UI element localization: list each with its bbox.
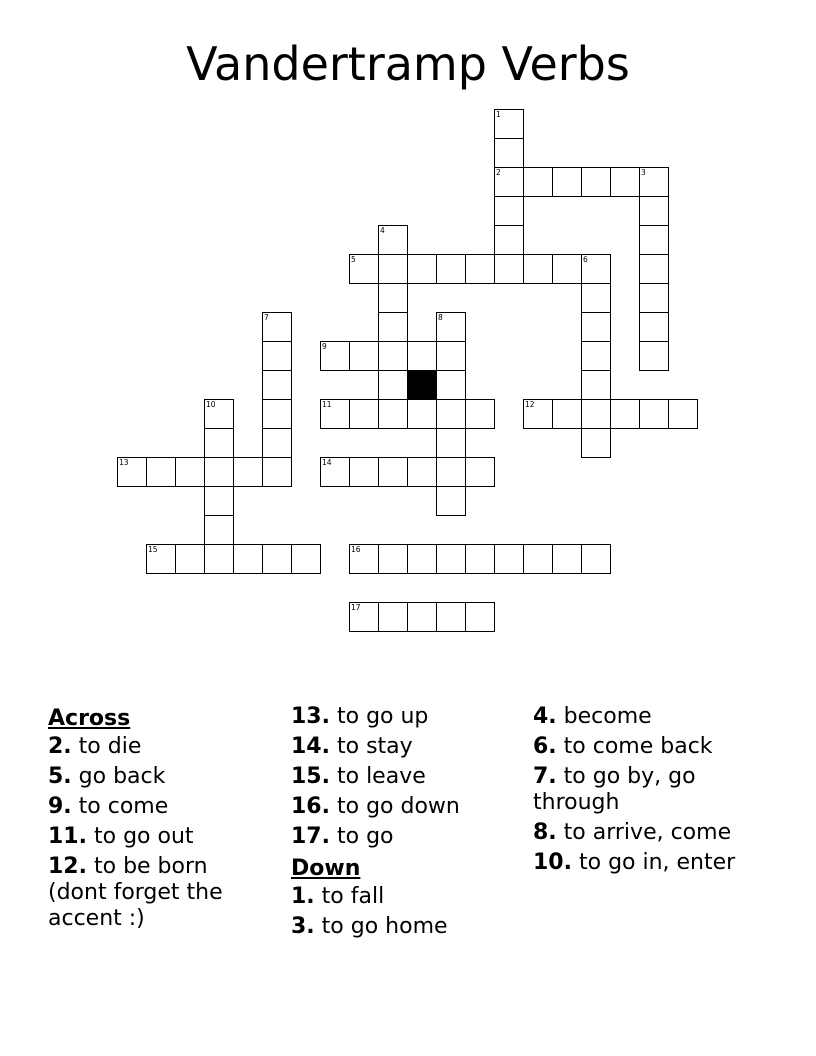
grid-cell[interactable] (117, 457, 147, 487)
grid-cell[interactable] (610, 399, 640, 429)
grid-cell[interactable] (349, 341, 379, 371)
down-heading: Down (291, 856, 361, 881)
grid-cell[interactable] (175, 457, 205, 487)
grid-cell[interactable] (407, 399, 437, 429)
grid-cell[interactable] (523, 544, 553, 574)
grid-cell[interactable] (291, 544, 321, 574)
grid-cell[interactable] (494, 109, 524, 139)
grid-cell[interactable] (204, 428, 234, 458)
grid-cell[interactable] (349, 602, 379, 632)
grid-cell[interactable] (494, 225, 524, 255)
grid-cell[interactable] (378, 225, 408, 255)
grid-cell[interactable] (436, 486, 466, 516)
grid-cell[interactable] (378, 254, 408, 284)
grid-cell[interactable] (639, 341, 669, 371)
grid-cell[interactable] (262, 544, 292, 574)
grid-cell[interactable] (465, 602, 495, 632)
grid-cell-number: 3 (641, 168, 646, 177)
grid-cell[interactable] (262, 312, 292, 342)
grid-cell[interactable] (378, 341, 408, 371)
grid-cell[interactable] (320, 341, 350, 371)
grid-cell[interactable] (204, 515, 234, 545)
grid-cell[interactable] (204, 399, 234, 429)
grid-cell[interactable] (639, 225, 669, 255)
clue-down-10: 10. to go in, enter (533, 850, 736, 875)
grid-cell[interactable] (262, 370, 292, 400)
grid-cell[interactable] (436, 544, 466, 574)
grid-cell[interactable] (465, 254, 495, 284)
grid-cell[interactable] (378, 312, 408, 342)
grid-cell-number: 10 (206, 400, 216, 409)
grid-cell[interactable] (639, 254, 669, 284)
clue-across-5: 5. go back (48, 764, 166, 789)
grid-cell-number: 12 (525, 400, 535, 409)
grid-cell-number: 4 (380, 226, 385, 235)
grid-cell[interactable] (436, 312, 466, 342)
grid-cell[interactable] (262, 428, 292, 458)
grid-cell[interactable] (378, 283, 408, 313)
clue-down-4: 4. become (533, 704, 652, 729)
grid-cell[interactable] (407, 602, 437, 632)
clue-across-16: 16. to go down (291, 794, 460, 819)
grid-cell[interactable] (552, 399, 582, 429)
grid-cell[interactable] (407, 254, 437, 284)
grid-cell-number: 16 (351, 545, 361, 554)
grid-block-cell (407, 370, 437, 400)
clue-across-9: 9. to come (48, 794, 169, 819)
grid-cell[interactable] (639, 167, 669, 197)
grid-cell[interactable] (581, 544, 611, 574)
grid-cell[interactable] (378, 370, 408, 400)
grid-cell[interactable] (552, 254, 582, 284)
grid-cell-number: 7 (264, 313, 269, 322)
clue-down-7: 7. to go by, go through (533, 764, 696, 815)
clue-down-8: 8. to arrive, come (533, 820, 732, 845)
grid-cell[interactable] (581, 254, 611, 284)
clue-across-15: 15. to leave (291, 764, 426, 789)
grid-cell[interactable] (320, 457, 350, 487)
grid-cell-number: 14 (322, 458, 332, 467)
grid-cell[interactable] (494, 544, 524, 574)
clues-column-1 (48, 704, 270, 936)
grid-cell[interactable] (639, 283, 669, 313)
grid-cell[interactable] (146, 457, 176, 487)
grid-cell-number: 11 (322, 400, 332, 409)
grid-cell[interactable] (349, 254, 379, 284)
grid-cell[interactable] (349, 399, 379, 429)
grid-cell-number: 6 (583, 255, 588, 264)
grid-cell[interactable] (494, 138, 524, 168)
clue-across-14: 14. to stay (291, 734, 413, 759)
grid-cell[interactable] (639, 312, 669, 342)
grid-cell[interactable] (465, 457, 495, 487)
grid-cell[interactable] (552, 544, 582, 574)
grid-cell[interactable] (349, 457, 379, 487)
grid-cell[interactable] (581, 428, 611, 458)
grid-cell[interactable] (639, 399, 669, 429)
clue-across-11: 11. to go out (48, 824, 194, 849)
grid-cell[interactable] (407, 457, 437, 487)
grid-cell[interactable] (610, 167, 640, 197)
grid-cell[interactable] (378, 399, 408, 429)
grid-cell[interactable] (581, 283, 611, 313)
grid-cell-number: 5 (351, 255, 356, 264)
grid-cell-number: 1 (496, 110, 501, 119)
clue-across-2: 2. to die (48, 734, 142, 759)
grid-cell[interactable] (262, 341, 292, 371)
grid-cell[interactable] (407, 341, 437, 371)
grid-cell[interactable] (523, 399, 553, 429)
grid-cell[interactable] (465, 399, 495, 429)
grid-cell[interactable] (378, 457, 408, 487)
grid-cell[interactable] (581, 167, 611, 197)
grid-cell[interactable] (494, 254, 524, 284)
clues-column-3 (533, 704, 755, 880)
grid-cell[interactable] (639, 196, 669, 226)
grid-cell[interactable] (349, 544, 379, 574)
grid-cell[interactable] (668, 399, 698, 429)
grid-cell[interactable] (436, 428, 466, 458)
grid-cell-number: 9 (322, 342, 327, 351)
grid-cell[interactable] (436, 457, 466, 487)
grid-cell[interactable] (407, 544, 437, 574)
grid-cell[interactable] (494, 196, 524, 226)
across-heading: Across (48, 706, 131, 731)
grid-cell[interactable] (320, 399, 350, 429)
grid-cell[interactable] (581, 312, 611, 342)
grid-cell-number: 8 (438, 313, 443, 322)
clue-down-1: 1. to fall (291, 884, 385, 909)
grid-cell[interactable] (233, 457, 263, 487)
grid-cell[interactable] (204, 544, 234, 574)
clues-column-2 (291, 704, 513, 944)
grid-cell[interactable] (262, 457, 292, 487)
grid-cell[interactable] (233, 544, 263, 574)
grid-cell[interactable] (436, 602, 466, 632)
grid-cell[interactable] (465, 544, 495, 574)
grid-cell[interactable] (204, 486, 234, 516)
grid-cell[interactable] (436, 399, 466, 429)
grid-cell-number: 2 (496, 168, 501, 177)
grid-cell[interactable] (378, 544, 408, 574)
clue-across-17: 17. to go (291, 824, 394, 849)
clue-down-6: 6. to come back (533, 734, 713, 759)
grid-cell[interactable] (581, 399, 611, 429)
grid-cell[interactable] (523, 254, 553, 284)
grid-cell-number: 17 (351, 603, 361, 612)
clue-down-3: 3. to go home (291, 914, 448, 939)
clue-across-13: 13. to go up (291, 704, 429, 729)
clue-across-12: 12. to be born (dont forget the accent :) (48, 854, 223, 931)
page-title: Vandertramp Verbs (186, 37, 630, 91)
grid-cell[interactable] (146, 544, 176, 574)
grid-cell[interactable] (552, 167, 582, 197)
grid-cell[interactable] (436, 341, 466, 371)
grid-cell[interactable] (494, 167, 524, 197)
grid-cell[interactable] (204, 457, 234, 487)
grid-cell-number: 13 (119, 458, 129, 467)
grid-cell[interactable] (523, 167, 553, 197)
grid-cell[interactable] (262, 399, 292, 429)
grid-cell[interactable] (436, 254, 466, 284)
grid-cell[interactable] (581, 370, 611, 400)
grid-cell[interactable] (175, 544, 205, 574)
grid-cell[interactable] (378, 602, 408, 632)
grid-cell-number: 15 (148, 545, 158, 554)
grid-cell[interactable] (581, 341, 611, 371)
grid-cell[interactable] (436, 370, 466, 400)
